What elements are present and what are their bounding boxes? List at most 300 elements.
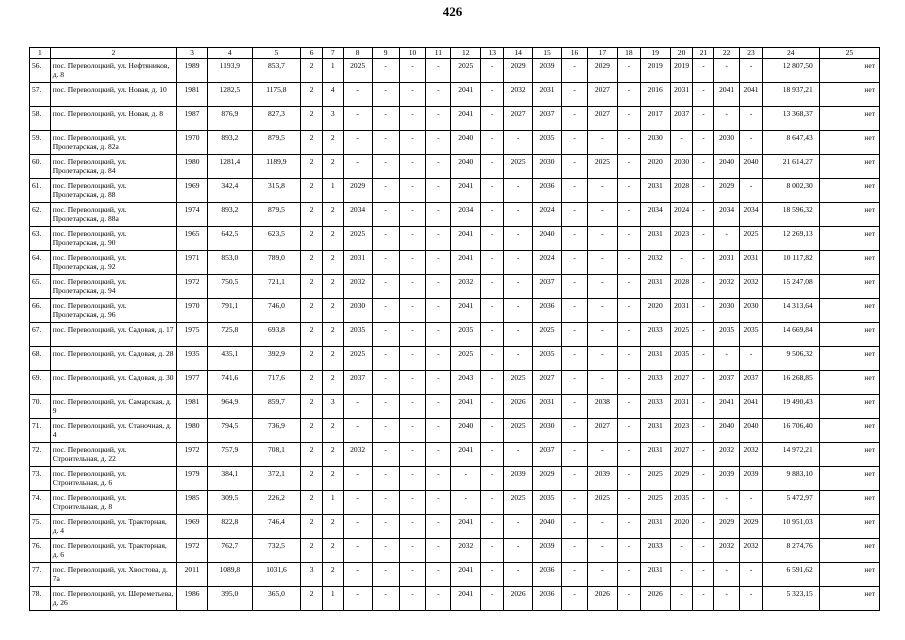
table-cell: 757,9 xyxy=(208,443,253,467)
table-cell: 2034 xyxy=(714,203,740,227)
table-cell: 2 xyxy=(301,179,323,203)
table-cell: - xyxy=(372,131,399,155)
table-cell: 876,9 xyxy=(208,107,253,131)
table-cell: 2 xyxy=(301,131,323,155)
table-cell: 746,0 xyxy=(252,299,301,323)
row-number-cell: 71. xyxy=(30,419,51,443)
table-cell: - xyxy=(426,539,451,563)
table-cell: 2041 xyxy=(451,107,481,131)
table-cell: 853,0 xyxy=(208,251,253,275)
address-cell: пос. Переволоцкий, ул. Пролетарская, д. 88 xyxy=(50,179,176,203)
cost-cell: 8 002,30 xyxy=(762,179,819,203)
table-cell: - xyxy=(343,563,372,587)
table-cell: - xyxy=(587,563,617,587)
table-cell: 2025 xyxy=(343,59,372,83)
table-cell: - xyxy=(714,347,740,371)
table-cell: 1 xyxy=(322,491,343,515)
cost-cell: 10 117,82 xyxy=(762,251,819,275)
cost-cell: 18 937,21 xyxy=(762,83,819,107)
row-number-cell: 58. xyxy=(30,107,51,131)
table-cell: - xyxy=(481,491,504,515)
table-cell: - xyxy=(693,83,714,107)
flag-cell: нет xyxy=(819,467,879,491)
table-cell: - xyxy=(343,587,372,611)
table-cell: 2031 xyxy=(343,251,372,275)
table-cell: 3 xyxy=(301,563,323,587)
table-cell: - xyxy=(714,227,740,251)
table-cell: - xyxy=(693,203,714,227)
table-cell: - xyxy=(372,59,399,83)
table-cell: 2025 xyxy=(640,491,670,515)
table-row xyxy=(30,347,880,371)
table-cell: 2030 xyxy=(740,299,763,323)
column-number-header: 2 xyxy=(50,48,176,59)
table-cell: 2025 xyxy=(504,371,533,395)
table-cell: 2024 xyxy=(533,203,562,227)
table-cell: 2011 xyxy=(177,563,208,587)
table-cell: - xyxy=(399,203,426,227)
table-cell: 2026 xyxy=(640,587,670,611)
table-cell: 1974 xyxy=(177,203,208,227)
table-cell: - xyxy=(740,179,763,203)
table-cell: - xyxy=(372,251,399,275)
table-cell: 395,0 xyxy=(208,587,253,611)
row-number-cell: 67. xyxy=(30,323,51,347)
table-cell: - xyxy=(693,155,714,179)
table-cell: - xyxy=(617,467,640,491)
flag-cell: нет xyxy=(819,443,879,467)
table-cell: 2035 xyxy=(670,491,693,515)
address-cell: пос. Переволоцкий, ул. Пролетарская, д. 88а xyxy=(50,203,176,227)
table-cell: 2037 xyxy=(670,107,693,131)
table-cell: 2033 xyxy=(640,371,670,395)
column-number-header: 24 xyxy=(762,48,819,59)
table-cell: 2039 xyxy=(533,539,562,563)
table-cell: 2041 xyxy=(451,251,481,275)
table-cell: - xyxy=(562,107,588,131)
cost-cell: 12 269,13 xyxy=(762,227,819,251)
table-cell: 2 xyxy=(301,275,323,299)
table-cell: - xyxy=(399,467,426,491)
table-cell: - xyxy=(693,227,714,251)
table-cell: 2025 xyxy=(740,227,763,251)
table-cell: 2031 xyxy=(670,395,693,419)
flag-cell: нет xyxy=(819,491,879,515)
table-row xyxy=(30,179,880,203)
housing-register-table xyxy=(29,47,880,611)
table-cell: 2041 xyxy=(714,395,740,419)
address-cell: пос. Переволоцкий, ул. Строительная, д. 6 xyxy=(50,467,176,491)
table-cell: 2025 xyxy=(670,323,693,347)
row-number-cell: 74. xyxy=(30,491,51,515)
table-cell: - xyxy=(562,467,588,491)
column-number-header: 16 xyxy=(562,48,588,59)
cost-cell: 9 883,10 xyxy=(762,467,819,491)
column-number-header: 8 xyxy=(343,48,372,59)
table-cell: 2037 xyxy=(533,443,562,467)
cost-cell: 10 951,03 xyxy=(762,515,819,539)
table-cell: - xyxy=(481,251,504,275)
table-cell: 2023 xyxy=(670,227,693,251)
table-cell: 309,5 xyxy=(208,491,253,515)
table-row xyxy=(30,227,880,251)
row-number-cell: 56. xyxy=(30,59,51,83)
flag-cell: нет xyxy=(819,59,879,83)
table-cell: - xyxy=(587,539,617,563)
table-cell: 2040 xyxy=(451,131,481,155)
table-cell: 2 xyxy=(322,155,343,179)
table-cell: 2031 xyxy=(533,83,562,107)
cost-cell: 18 596,32 xyxy=(762,203,819,227)
row-number-cell: 60. xyxy=(30,155,51,179)
table-cell: 2024 xyxy=(670,203,693,227)
table-cell: 1 xyxy=(322,587,343,611)
table-cell: 2031 xyxy=(640,179,670,203)
table-cell: 2029 xyxy=(533,467,562,491)
column-number-header: 3 xyxy=(177,48,208,59)
table-cell: - xyxy=(343,515,372,539)
table-cell: - xyxy=(617,419,640,443)
table-cell: 2 xyxy=(301,515,323,539)
table-cell: 2033 xyxy=(640,395,670,419)
table-cell: - xyxy=(372,443,399,467)
table-cell: - xyxy=(399,587,426,611)
table-cell: 2040 xyxy=(451,419,481,443)
table-cell: 2040 xyxy=(533,227,562,251)
table-cell: 1969 xyxy=(177,179,208,203)
table-cell: - xyxy=(562,371,588,395)
table-cell: - xyxy=(562,299,588,323)
table-cell: 2041 xyxy=(451,83,481,107)
address-cell: пос. Переволоцкий, ул. Пролетарская, д. 92 xyxy=(50,251,176,275)
table-cell: 2025 xyxy=(587,155,617,179)
table-cell: 1979 xyxy=(177,467,208,491)
table-cell: 2 xyxy=(301,323,323,347)
table-cell: - xyxy=(372,467,399,491)
address-cell: пос. Переволоцкий, ул. Нефтяников, д. 8 xyxy=(50,59,176,83)
table-cell: 853,7 xyxy=(252,59,301,83)
table-cell: 2028 xyxy=(670,179,693,203)
column-number-header: 14 xyxy=(504,48,533,59)
table-cell: - xyxy=(399,323,426,347)
column-number-header: 20 xyxy=(670,48,693,59)
table-cell: - xyxy=(670,563,693,587)
table-cell: 2032 xyxy=(714,443,740,467)
cost-cell: 16 268,85 xyxy=(762,371,819,395)
table-cell: 2031 xyxy=(640,275,670,299)
flag-cell: нет xyxy=(819,347,879,371)
table-cell: - xyxy=(562,131,588,155)
column-number-header: 22 xyxy=(714,48,740,59)
table-cell: - xyxy=(617,107,640,131)
table-cell: - xyxy=(372,227,399,251)
table-cell: - xyxy=(481,203,504,227)
cost-cell: 21 614,27 xyxy=(762,155,819,179)
flag-cell: нет xyxy=(819,539,879,563)
table-cell: - xyxy=(693,443,714,467)
table-cell: - xyxy=(426,395,451,419)
table-cell: - xyxy=(426,563,451,587)
column-number-header: 1 xyxy=(30,48,51,59)
table-cell: 2041 xyxy=(451,179,481,203)
column-number-header: 23 xyxy=(740,48,763,59)
table-cell: 2 xyxy=(322,371,343,395)
table-cell: - xyxy=(617,563,640,587)
table-cell: 2 xyxy=(301,443,323,467)
table-cell: - xyxy=(740,587,763,611)
table-cell: 2032 xyxy=(343,275,372,299)
table-cell: - xyxy=(481,467,504,491)
table-cell: 2040 xyxy=(714,155,740,179)
table-cell: - xyxy=(562,59,588,83)
table-cell: 2 xyxy=(301,227,323,251)
table-cell: - xyxy=(670,131,693,155)
table-cell: 2 xyxy=(322,251,343,275)
table-cell: 1981 xyxy=(177,83,208,107)
table-cell: 2029 xyxy=(714,179,740,203)
table-cell: 2025 xyxy=(451,347,481,371)
table-cell: 2027 xyxy=(670,443,693,467)
table-cell: 2031 xyxy=(640,347,670,371)
table-cell: - xyxy=(481,59,504,83)
column-number-header: 11 xyxy=(426,48,451,59)
table-cell: - xyxy=(372,323,399,347)
table-cell: - xyxy=(693,491,714,515)
table-cell: - xyxy=(399,275,426,299)
table-cell: 4 xyxy=(322,83,343,107)
table-cell: 2019 xyxy=(670,59,693,83)
table-cell: - xyxy=(426,227,451,251)
table-cell: - xyxy=(562,251,588,275)
flag-cell: нет xyxy=(819,251,879,275)
address-cell: пос. Переволоцкий, ул. Тракторная, д. 4 xyxy=(50,515,176,539)
cost-cell: 14 972,21 xyxy=(762,443,819,467)
table-cell: - xyxy=(740,131,763,155)
address-cell: пос. Переволоцкий, ул. Новая, д. 8 xyxy=(50,107,176,131)
table-row xyxy=(30,299,880,323)
table-cell: 1031,6 xyxy=(252,563,301,587)
table-cell: 2025 xyxy=(343,347,372,371)
table-cell: 2028 xyxy=(670,275,693,299)
table-cell: - xyxy=(399,83,426,107)
table-cell: 2 xyxy=(301,491,323,515)
table-cell: 1 xyxy=(322,59,343,83)
table-cell: - xyxy=(372,299,399,323)
column-number-header: 13 xyxy=(481,48,504,59)
table-cell: - xyxy=(372,563,399,587)
table-cell: 372,1 xyxy=(252,467,301,491)
table-cell: 2029 xyxy=(504,59,533,83)
table-cell: 2037 xyxy=(740,371,763,395)
table-row xyxy=(30,131,880,155)
table-cell: - xyxy=(504,251,533,275)
table-cell: - xyxy=(504,299,533,323)
table-cell: - xyxy=(399,347,426,371)
table-cell: 2 xyxy=(301,587,323,611)
table-row xyxy=(30,419,880,443)
table-cell: 2040 xyxy=(533,515,562,539)
table-cell: - xyxy=(504,227,533,251)
column-number-header: 18 xyxy=(617,48,640,59)
table-cell: - xyxy=(372,347,399,371)
table-cell: 2031 xyxy=(533,395,562,419)
table-cell: 2035 xyxy=(740,323,763,347)
table-cell: 2039 xyxy=(714,467,740,491)
table-cell: 721,1 xyxy=(252,275,301,299)
table-cell: 2016 xyxy=(640,83,670,107)
table-cell: - xyxy=(504,323,533,347)
table-cell: 2030 xyxy=(670,155,693,179)
table-cell: 789,0 xyxy=(252,251,301,275)
table-cell: - xyxy=(343,83,372,107)
table-row xyxy=(30,467,880,491)
table-cell: 732,5 xyxy=(252,539,301,563)
table-cell: 2 xyxy=(301,395,323,419)
row-number-cell: 72. xyxy=(30,443,51,467)
table-cell: 2024 xyxy=(533,251,562,275)
table-cell: - xyxy=(562,347,588,371)
flag-cell: нет xyxy=(819,275,879,299)
table-cell: - xyxy=(481,443,504,467)
table-cell: 2041 xyxy=(451,563,481,587)
table-cell: - xyxy=(617,131,640,155)
table-cell: 859,7 xyxy=(252,395,301,419)
table-cell: - xyxy=(693,395,714,419)
table-cell: 750,5 xyxy=(208,275,253,299)
table-cell: 1972 xyxy=(177,539,208,563)
table-cell: 2037 xyxy=(533,107,562,131)
table-cell: 1969 xyxy=(177,515,208,539)
table-cell: - xyxy=(343,419,372,443)
table-cell: - xyxy=(504,443,533,467)
table-cell: 794,5 xyxy=(208,419,253,443)
table-cell: - xyxy=(693,587,714,611)
row-number-cell: 69. xyxy=(30,371,51,395)
table-cell: - xyxy=(617,155,640,179)
flag-cell: нет xyxy=(819,179,879,203)
table-cell: - xyxy=(693,131,714,155)
table-cell: 2041 xyxy=(451,587,481,611)
table-cell: 435,1 xyxy=(208,347,253,371)
table-cell: - xyxy=(399,227,426,251)
column-number-header: 17 xyxy=(587,48,617,59)
table-cell: - xyxy=(372,155,399,179)
table-cell: - xyxy=(343,491,372,515)
flag-cell: нет xyxy=(819,587,879,611)
column-number-header: 21 xyxy=(693,48,714,59)
table-cell: 2031 xyxy=(670,299,693,323)
table-cell: - xyxy=(372,587,399,611)
cost-cell: 16 706,40 xyxy=(762,419,819,443)
table-cell: 2031 xyxy=(640,419,670,443)
table-cell: 2036 xyxy=(533,563,562,587)
table-cell: - xyxy=(587,203,617,227)
table-cell: - xyxy=(740,107,763,131)
table-cell: 2026 xyxy=(587,587,617,611)
table-cell: 2037 xyxy=(714,371,740,395)
column-number-header: 10 xyxy=(399,48,426,59)
table-cell: - xyxy=(399,179,426,203)
row-number-cell: 77. xyxy=(30,563,51,587)
table-cell: - xyxy=(481,179,504,203)
column-number-header-row xyxy=(30,48,880,59)
table-cell: - xyxy=(426,371,451,395)
table-cell: 2033 xyxy=(640,323,670,347)
flag-cell: нет xyxy=(819,227,879,251)
table-cell: - xyxy=(399,419,426,443)
table-row xyxy=(30,251,880,275)
table-cell: - xyxy=(587,131,617,155)
table-row xyxy=(30,587,880,611)
table-cell: 2036 xyxy=(533,587,562,611)
table-cell: 1981 xyxy=(177,395,208,419)
table-cell: 2041 xyxy=(451,443,481,467)
row-number-cell: 76. xyxy=(30,539,51,563)
table-cell: - xyxy=(343,155,372,179)
flag-cell: нет xyxy=(819,203,879,227)
table-cell: 2017 xyxy=(640,107,670,131)
table-cell: 2 xyxy=(301,539,323,563)
table-cell: 1281,4 xyxy=(208,155,253,179)
table-cell: - xyxy=(562,539,588,563)
table-cell: 384,1 xyxy=(208,467,253,491)
table-cell: - xyxy=(617,83,640,107)
table-cell: - xyxy=(481,155,504,179)
table-cell: 3 xyxy=(322,395,343,419)
table-cell: 2030 xyxy=(343,299,372,323)
column-number-header: 9 xyxy=(372,48,399,59)
cost-cell: 6 591,62 xyxy=(762,563,819,587)
table-cell: 1989 xyxy=(177,59,208,83)
row-number-cell: 64. xyxy=(30,251,51,275)
table-cell: - xyxy=(504,179,533,203)
table-cell: 2023 xyxy=(670,419,693,443)
table-cell: 964,9 xyxy=(208,395,253,419)
table-cell: - xyxy=(426,587,451,611)
table-cell: 693,8 xyxy=(252,323,301,347)
table-cell: 2 xyxy=(301,107,323,131)
address-cell: пос. Переволоцкий, ул. Новая, д. 10 xyxy=(50,83,176,107)
table-cell: - xyxy=(426,59,451,83)
column-number-header: 15 xyxy=(533,48,562,59)
table-cell: 2031 xyxy=(714,251,740,275)
table-cell: 2025 xyxy=(504,155,533,179)
address-cell: пос. Переволоцкий, ул. Станочная, д. 4 xyxy=(50,419,176,443)
table-cell: - xyxy=(481,131,504,155)
cost-cell: 5 323,15 xyxy=(762,587,819,611)
table-cell: - xyxy=(481,515,504,539)
table-cell: - xyxy=(617,443,640,467)
table-cell: 226,2 xyxy=(252,491,301,515)
table-cell: 2031 xyxy=(640,443,670,467)
table-cell: 2027 xyxy=(587,107,617,131)
table-cell: 1089,8 xyxy=(208,563,253,587)
column-number-header: 4 xyxy=(208,48,253,59)
table-cell: 2039 xyxy=(533,59,562,83)
table-cell: - xyxy=(399,395,426,419)
table-cell: - xyxy=(481,83,504,107)
table-cell: 2025 xyxy=(451,59,481,83)
table-cell: 2 xyxy=(301,467,323,491)
table-cell: 736,9 xyxy=(252,419,301,443)
column-number-header: 7 xyxy=(322,48,343,59)
table-cell: 1935 xyxy=(177,347,208,371)
table-cell: 623,5 xyxy=(252,227,301,251)
cost-cell: 9 506,32 xyxy=(762,347,819,371)
row-number-cell: 70. xyxy=(30,395,51,419)
table-row xyxy=(30,443,880,467)
table-cell: 2025 xyxy=(640,467,670,491)
